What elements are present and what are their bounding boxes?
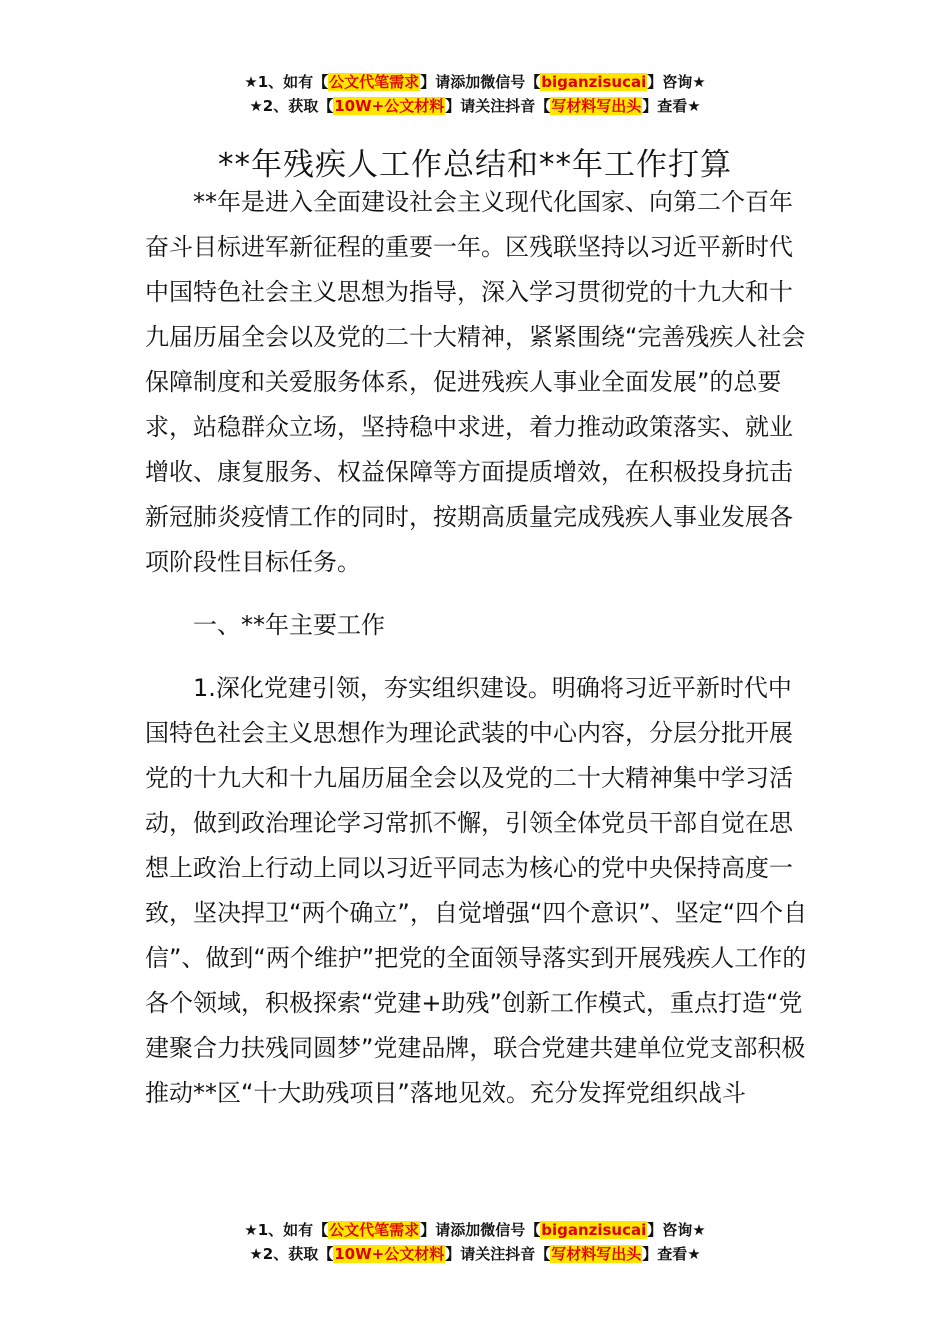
banner-highlight-wechat: biganzisucai (541, 73, 647, 91)
banner-line-2 (0, 1242, 950, 1266)
banner-line-1 (0, 1218, 950, 1242)
item-paragraph: 1.深化党建引领，夯实组织建设。明确将习近平新时代中国特色社会主义思想作为理论武装的中心内容，分层分批开展党的十九大和十九届历届全会以及党的二十大精神集中学习活动，做到政治理论学习常抓不懈，引领全体党员干部自觉在思想上政治上行动上同以习近平同志为核心的党中央保持高度一致，坚决捍卫“两个确立”，自觉增强“四个意识”、坚定“四个自信”、做到“两个维护”把党的全面领导落实到开展残疾人工作的各个领域，积极探索“党建+助残”创新工作模式，重点打造“党建聚合力扶残同圆梦”党建品牌，联合党建共建单位党支部积极推动**区“十大助残项目”落地见效。充分发挥党组织战斗 (145, 674, 808, 1107)
banner-text: ★2、获取【 (249, 97, 334, 115)
document-body (145, 180, 815, 1116)
intro-paragraph: **年是进入全面建设社会主义现代化国家、向第二个百年奋斗目标进军新征程的重要一年。区残联坚持以习近平新时代中国特色社会主义思想为指导，深入学习贯彻党的十九大和十九届历届全会以及党的二十大精神，紧紧围绕“完善残疾人社会保障制度和关爱服务体系，促进残疾人事业全面发展”的总要求，站稳群众立场，坚持稳中求进，着力推动政策落实、就业增收、康复服务、权益保障等方面提质增效，在积极投身抗击新冠肺炎疫情工作的同时，按期高质量完成残疾人事业发展各项阶段性目标任务。 (145, 188, 806, 576)
banner-text: 】查看★ (642, 97, 701, 115)
section-heading: 一、**年主要工作 (193, 611, 385, 639)
banner-highlight: 10W+公文材料 (334, 1245, 445, 1263)
banner-highlight-douyin: 写材料写出头 (551, 97, 642, 115)
document-title: **年残疾人工作总结和**年工作打算 (218, 146, 732, 183)
top-banner (0, 70, 950, 118)
bottom-banner (0, 1218, 950, 1266)
banner-highlight: 公文代笔需求 (329, 1221, 420, 1239)
banner-text: 】请添加微信号【 (420, 73, 541, 91)
banner-text: 】查看★ (642, 1245, 701, 1263)
banner-highlight: 10W+公文材料 (334, 97, 445, 115)
banner-line-2 (0, 94, 950, 118)
banner-text: ★2、获取【 (249, 1245, 334, 1263)
banner-text: 】请添加微信号【 (420, 1221, 541, 1239)
banner-text: 】咨询★ (647, 1221, 706, 1239)
banner-text: ★1、如有【 (244, 1221, 329, 1239)
banner-text: 】咨询★ (647, 73, 706, 91)
banner-text: 】请关注抖音【 (445, 97, 551, 115)
banner-text: 】请关注抖音【 (445, 1245, 551, 1263)
banner-highlight-wechat: biganzisucai (541, 1221, 647, 1239)
banner-text: ★1、如有【 (244, 73, 329, 91)
banner-highlight-douyin: 写材料写出头 (551, 1245, 642, 1263)
banner-line-1 (0, 70, 950, 94)
banner-highlight: 公文代笔需求 (329, 73, 420, 91)
